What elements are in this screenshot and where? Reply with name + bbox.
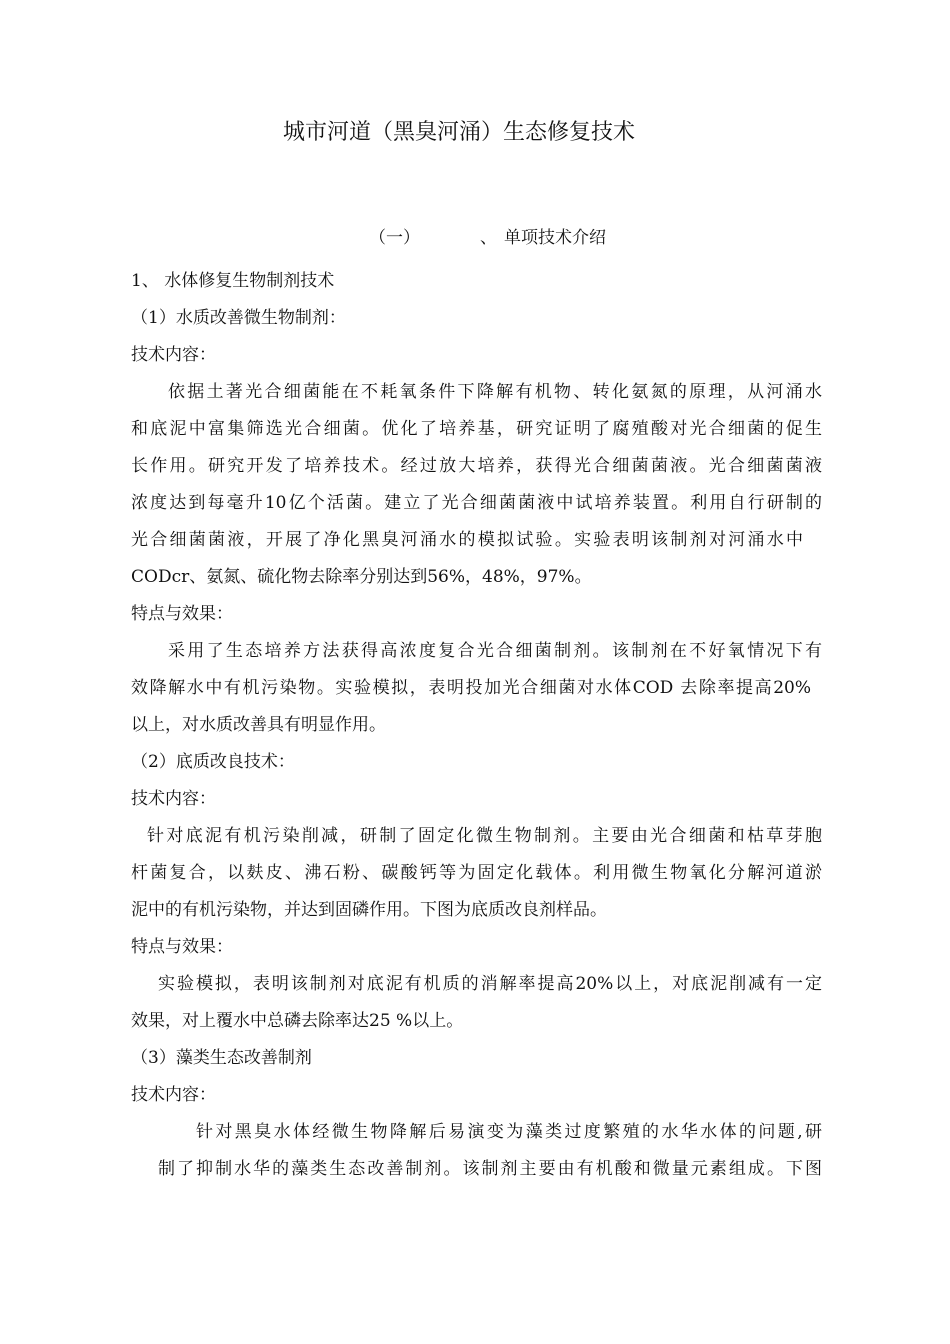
paragraph-line: 浓度达到每毫升10亿个活菌。建立了光合细菌菌液中试培养装置。利用自行研制的: [131, 493, 822, 513]
paragraph-line: 效果，对上覆水中总磷去除率达25 %以上。: [131, 1011, 464, 1031]
paragraph-line: 以上，对水质改善具有明显作用。: [131, 715, 386, 735]
paragraph-line: 针对底泥有机污染削减，研制了固定化微生物制剂。主要由光合细菌和枯草芽胞: [147, 826, 822, 846]
paragraph-line: 实验模拟，表明该制剂对底泥有机质的消解率提高20%以上，对底泥削减有一定: [158, 974, 822, 994]
section-heading-text: 单项技术介绍: [504, 228, 606, 248]
paragraph-line: 针对黑臭水体经微生物降解后易演变为藻类过度繁殖的水华水体的问题,研: [196, 1122, 822, 1142]
sub2-content-label: 技术内容：: [131, 789, 216, 809]
paragraph-line: 采用了生态培养方法获得高浓度复合光合细菌制剂。该制剂在不好氧情况下有: [168, 641, 822, 661]
paragraph-line: 和底泥中富集筛选光合细菌。优化了培养基，研究证明了腐殖酸对光合细菌的促生: [131, 419, 822, 439]
sub3-content-label: 技术内容：: [131, 1085, 216, 1105]
paragraph-line: 泥中的有机污染物，并达到固磷作用。下图为底质改良剂样品。: [131, 900, 607, 920]
section-number: （一）: [369, 228, 420, 248]
section-separator: 、: [480, 228, 497, 248]
paragraph-line: CODcr、氨氮、硫化物去除率分别达到56%，48%，97%。: [131, 567, 592, 587]
sub2-effect-label: 特点与效果：: [131, 937, 233, 957]
item1-heading: 1、 水体修复生物制剂技术: [131, 271, 335, 291]
sub2-heading: （2）底质改良技术：: [131, 752, 295, 772]
paragraph-line: 依据土著光合细菌能在不耗氧条件下降解有机物、转化氨氮的原理，从河涌水: [168, 382, 822, 402]
sub1-heading: （1）水质改善微生物制剂：: [131, 308, 346, 328]
sub3-heading: （3）藻类生态改善制剂: [131, 1048, 312, 1068]
paragraph-line: 制了抑制水华的藻类生态改善制剂。该制剂主要由有机酸和微量元素组成。下图: [158, 1159, 822, 1179]
paragraph-line: 长作用。研究开发了培养技术。经过放大培养，获得光合细菌菌液。光合细菌菌液: [131, 456, 822, 476]
paragraph-line: 效降解水中有机污染物。实验模拟，表明投加光合细菌对水体COD 去除率提高20%: [131, 678, 811, 698]
paragraph-line: 杆菌复合，以麸皮、沸石粉、碳酸钙等为固定化载体。利用微生物氧化分解河道淤: [131, 863, 822, 883]
document-title: 城市河道（黑臭河涌）生态修复技术: [283, 120, 636, 145]
sub1-effect-label: 特点与效果：: [131, 604, 233, 624]
paragraph-line: 光合细菌菌液，开展了净化黑臭河涌水的模拟试验。实验表明该制剂对河涌水中: [131, 530, 803, 550]
sub1-content-label: 技术内容：: [131, 345, 216, 365]
